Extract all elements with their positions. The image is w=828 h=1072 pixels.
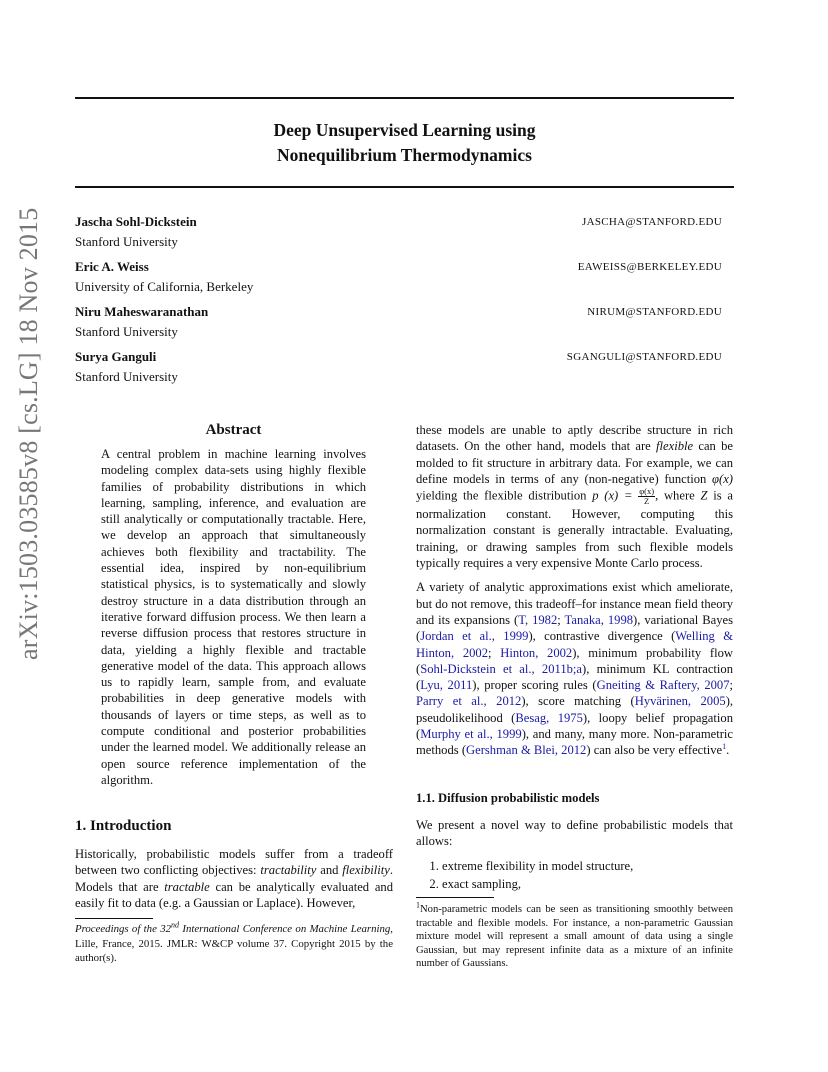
footnote-rule [416, 897, 494, 898]
author-affiliation: Stanford University [75, 234, 178, 249]
abstract-body [101, 446, 366, 788]
intro-emph: tractability [260, 863, 317, 878]
body-text: A variety of analytic approximations exist which ameliorate, but do not remove, this tradeoff–for instance mean field theory and its expansions ( [416, 580, 733, 627]
intro-emph: tractable [164, 879, 210, 894]
paper-title [75, 118, 734, 168]
intro-text: can be analytically evaluated and easily fit to data (e.g. a Gaussian or Laplace). However, [75, 879, 394, 910]
arxiv-stamp: arXiv:1503.03585v8 [cs.LG] 18 Nov 2015 [14, 207, 43, 660]
intro-text: Historically, probabilistic models suffer from a tradeoff between two conflicting objectives: [75, 847, 393, 878]
body-text: ), proper scoring rules ( [472, 678, 597, 693]
footnote-1 [416, 900, 733, 971]
right-paragraph-2 [416, 579, 733, 758]
fraction-denominator: Z [644, 496, 650, 507]
citation-link[interactable]: Hyvärinen, 2005 [634, 694, 726, 709]
author-name: Surya Ganguli [75, 349, 157, 364]
body-text: ), score matching ( [521, 694, 635, 709]
section-heading-introduction: 1. Introduction [75, 818, 172, 834]
body-text: . [726, 743, 730, 758]
footnote-number: 1 [416, 900, 420, 910]
proceedings-rule [75, 918, 153, 919]
fraction-numerator: φ(x) [639, 486, 655, 497]
body-text: ), minimum KL contraction ( [416, 661, 733, 693]
citation-link[interactable]: Welling & Hinton, 2002 [416, 629, 733, 660]
abstract-heading: Abstract [205, 422, 262, 438]
proceedings-text: Proceedings of the 32 [75, 923, 172, 935]
math-z: Z [700, 488, 708, 503]
body-text: ; [557, 612, 565, 627]
body-text: , where [655, 488, 701, 503]
proceedings-note [75, 922, 393, 966]
intro-text: . Models that are [75, 863, 393, 894]
body-text: these models are unable to aptly describe structure in rich datasets. On the other hand, models that are [416, 423, 733, 454]
math-fraction [638, 487, 655, 506]
citation-link[interactable]: Sohl-Dickstein et al., 2011b;a [420, 661, 583, 676]
author-name: Niru Maheswaranathan [75, 304, 209, 319]
citation-link[interactable]: Murphy et al., 1999 [420, 727, 522, 742]
body-text: ), pseudolikelihood ( [416, 694, 734, 725]
title-top-rule [75, 97, 734, 99]
citation-link[interactable]: Lyu, 2011 [420, 678, 473, 693]
body-text: yielding the flexible distribution [416, 488, 593, 503]
body-text: ), minimum probability flow ( [416, 645, 733, 676]
author-affiliation: University of California, Berkeley [75, 279, 254, 294]
citation-link[interactable]: Hinton, 2002 [500, 645, 573, 660]
list-item: 2. exact sampling, [442, 875, 733, 893]
body-text: is a normalization constant. However, computing this normalization constant is generally intractable. Evaluating, training, or drawing samples from such flexible models typically requires a very expensive Monte Carlo process. [416, 488, 733, 571]
citation-link[interactable]: Tanaka, 1998 [564, 612, 634, 627]
diffusion-intro [416, 817, 733, 850]
footnote-marker[interactable]: 1 [722, 742, 727, 752]
subsection-heading-diffusion: 1.1. Diffusion probabilistic models [416, 791, 600, 805]
body-text: ), variational Bayes ( [416, 612, 733, 644]
body-text: ; [488, 645, 501, 660]
author-name: Jascha Sohl-Dickstein [75, 214, 197, 229]
body-text: ), loopy belief propagation ( [416, 710, 733, 742]
author-affiliation: Stanford University [75, 324, 178, 339]
math-px: p (x) = [592, 488, 633, 503]
author-email[interactable]: EAWEISS@BERKELEY.EDU [577, 261, 722, 273]
capability-list [416, 857, 733, 893]
author-email[interactable]: NIRUM@STANFORD.EDU [587, 306, 722, 318]
title-bottom-rule [75, 186, 734, 188]
author-email[interactable]: JASCHA@STANFORD.EDU [582, 216, 722, 228]
math-phi: φ(x) [712, 471, 733, 486]
intro-paragraph [75, 846, 393, 911]
citation-link[interactable]: Gershman & Blei, 2012 [466, 743, 587, 758]
body-text: ; [729, 678, 734, 693]
abstract-text: A central problem in machine learning involves modeling complex data-sets using highly flexible families of probability distributions in which learning, sampling, inference, and evaluation are still analytically or computationally tractable. Here, we develop an approach that simultaneously achieves both flexibility and tractability. The essential idea, inspired by non-equilibrium statistical physics, is to systematically and slowly destroy structure in a data distribution through an iterative forward diffusion process. We then learn a reverse diffusion process that restores structure in data, yielding a highly flexible and tractable generative model of the data. This approach allows us to rapidly learn, sample from, and evaluate probabilities in deep generative models with thousands of layers or time steps, as well as to compute conditional and posterior probabilities under the learned model. We additionally release an open source reference implementation of the algorithm. [101, 447, 366, 787]
body-text: ), and many, many more. Non-parametric methods ( [416, 727, 734, 758]
citation-link[interactable]: Gneiting & Raftery, 2007 [596, 678, 730, 693]
right-paragraph-1 [416, 422, 733, 571]
proceedings-text: , Lille, France, 2015. JMLR: W&CP volume 37. Copyright 2015 by the author(s). [75, 923, 393, 964]
list-item: 1. extreme flexibility in model structure, [442, 857, 733, 875]
diffusion-intro-text: We present a novel way to define probabilistic models that allows: [416, 818, 733, 849]
title-line-2: Nonequilibrium Thermodynamics [277, 145, 532, 165]
citation-link[interactable]: Besag, 1975 [515, 710, 583, 725]
citation-link[interactable]: Jordan et al., 1999 [420, 629, 529, 644]
citation-link[interactable]: T, 1982 [518, 612, 558, 627]
title-line-1: Deep Unsupervised Learning using [273, 120, 536, 140]
intro-text: and [316, 863, 343, 878]
body-text: ) can also be very effective [586, 743, 723, 758]
body-emph: flexible [656, 439, 694, 454]
citation-link[interactable]: Parry et al., 2012 [416, 694, 522, 709]
proceedings-sup: nd [171, 920, 180, 930]
author-name: Eric A. Weiss [75, 259, 149, 274]
footnote-text: Non-parametric models can be seen as transitioning smoothly between tractable and flexible models. For instance, a non-parametric Gaussian mixture model will represent a small amount of data using a single Gaussian, but may represent infinite data as a mixture of an infinite number of Gaussians. [416, 904, 733, 970]
right-column [416, 422, 733, 759]
author-affiliation: Stanford University [75, 369, 178, 384]
body-text: ), contrastive divergence ( [528, 629, 676, 644]
author-email[interactable]: SGANGULI@STANFORD.EDU [566, 351, 722, 363]
proceedings-text: International Conference on Machine Learning [179, 923, 391, 935]
intro-emph: flexibility [342, 863, 390, 878]
body-text: can be molded to fit structure in arbitrary data. For example, we can define models in terms of any (non-negative) function [416, 439, 733, 486]
